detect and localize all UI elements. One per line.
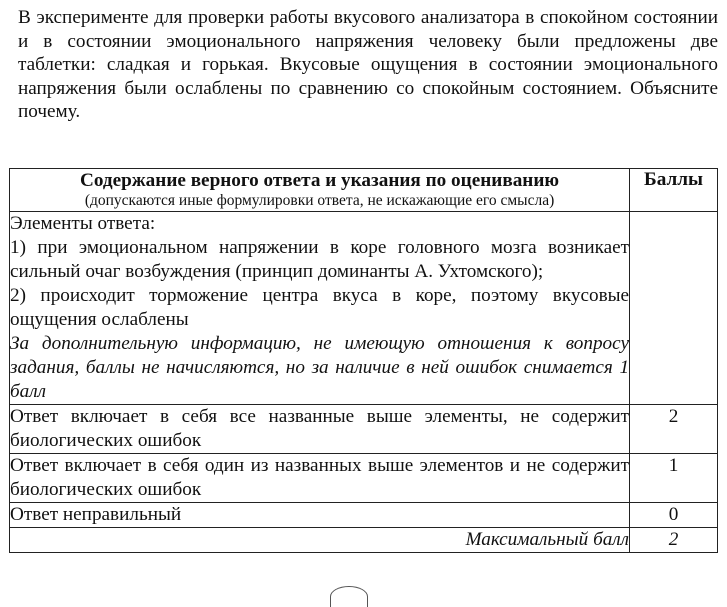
answer-elements-row [10,212,718,405]
criteria-text: Ответ включает в себя все названные выше элементы, не содержит биологических ошибок [10,405,630,454]
criteria-score: 2 [630,405,718,454]
answer-intro: Элементы ответа: [10,213,156,234]
answer-element-1: 1) при эмоциональном напряжении в коре головного мозга возникает сильный очаг возбуждения (принцип доминанты А. Ухтомского); [10,237,630,282]
max-score-value: 2 [630,528,718,553]
question-text: В эксперименте для проверки работы вкусового анализатора в спокойном состоянии и в состоянии эмоционального напряжения человеку были предложены две таблетки: сладкая и горькая. Вкусовые ощущения в состоянии эмоционального напряжения были ослаблены по сравнению со спокойным состоянием. Объясните почему. [18,7,718,122]
criteria-text: Ответ неправильный [10,503,630,528]
answer-note: За дополнительную информацию, не имеющую отношения к вопросу задания, баллы не начисляются, но за наличие в ней ошибок снимается 1 балл [10,333,630,402]
score-header-cell: Баллы [630,169,718,212]
criteria-text: Ответ включает в себя один из названных выше элементов и не содержит биологических ошибок [10,454,630,503]
criteria-score: 0 [630,503,718,528]
table-header-row [10,169,718,212]
answer-elements-score-cell [630,212,718,405]
content-header-cell [10,169,630,212]
criteria-row [10,405,718,454]
answer-elements-cell [10,212,630,405]
max-score-label: Максимальный балл [10,528,630,553]
criteria-score: 1 [630,454,718,503]
content-header-title: Содержание верного ответа и указания по оцениванию [79,170,560,191]
answer-element-2: 2) происходит торможение центра вкуса в коре, поэтому вкусовые ощущения ослаблены [10,285,630,330]
page-number-arc [330,586,368,607]
criteria-row [10,503,718,528]
max-score-row [10,528,718,553]
grading-table [9,168,718,553]
criteria-row [10,454,718,503]
content-header-subtitle: (допускаются иные формулировки ответа, не искажающие его смысла) [84,192,555,209]
